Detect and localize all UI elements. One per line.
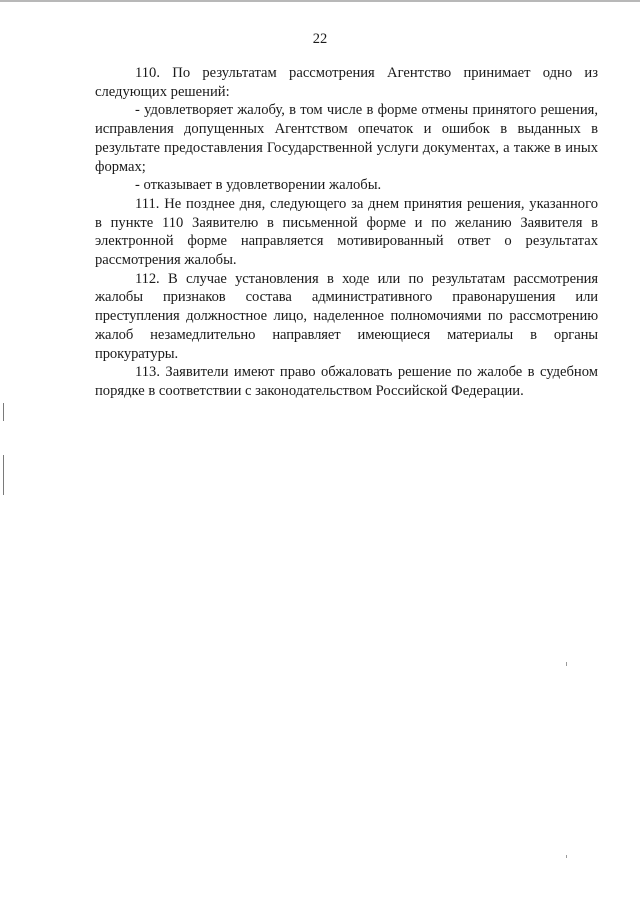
- page-number: 22: [312, 31, 328, 47]
- paragraph-110: 110. По результатам рассмотрения Агентство принимает одно из следующих решений:: [95, 65, 598, 100]
- scan-speck: [566, 855, 567, 858]
- paragraph-112: 112. В случае установления в ходе или по результатам рассмотрения жалобы признаков состава административного правонарушения или преступления должностное лицо, наделенное полномочиями по рассмотрению жалоб незамедлительно направляет имеющиеся материалы в органы прокуратуры.: [95, 270, 598, 362]
- scan-top-edge: [0, 0, 640, 2]
- scan-margin-mark: [3, 403, 4, 421]
- paragraph-110-item-satisfy: - удовлетворяет жалобу, в том числе в форме отмены принятого решения, исправления допущенных Агентством опечаток и ошибок в выданных в результате предоставления Государственной услуги документах, а также в иных формах;: [95, 102, 598, 175]
- paragraph-110-item-refuse: - отказывает в удовлетворении жалобы.: [135, 177, 382, 194]
- scan-margin-mark: [3, 455, 4, 495]
- paragraph-113: 113. Заявители имеют право обжаловать решение по жалобе в судебном порядке в соответствии с законодательством Российской Федерации.: [95, 364, 598, 399]
- paragraph-111: 111. Не позднее дня, следующего за днем принятия решения, указанного в пункте 110 Заявителю в письменной форме и по желанию Заявителя в электронной форме направляется мотивированный ответ о результатах рассмотрения жалобы.: [95, 195, 598, 269]
- scan-speck: [566, 662, 567, 666]
- document-body: [95, 64, 598, 401]
